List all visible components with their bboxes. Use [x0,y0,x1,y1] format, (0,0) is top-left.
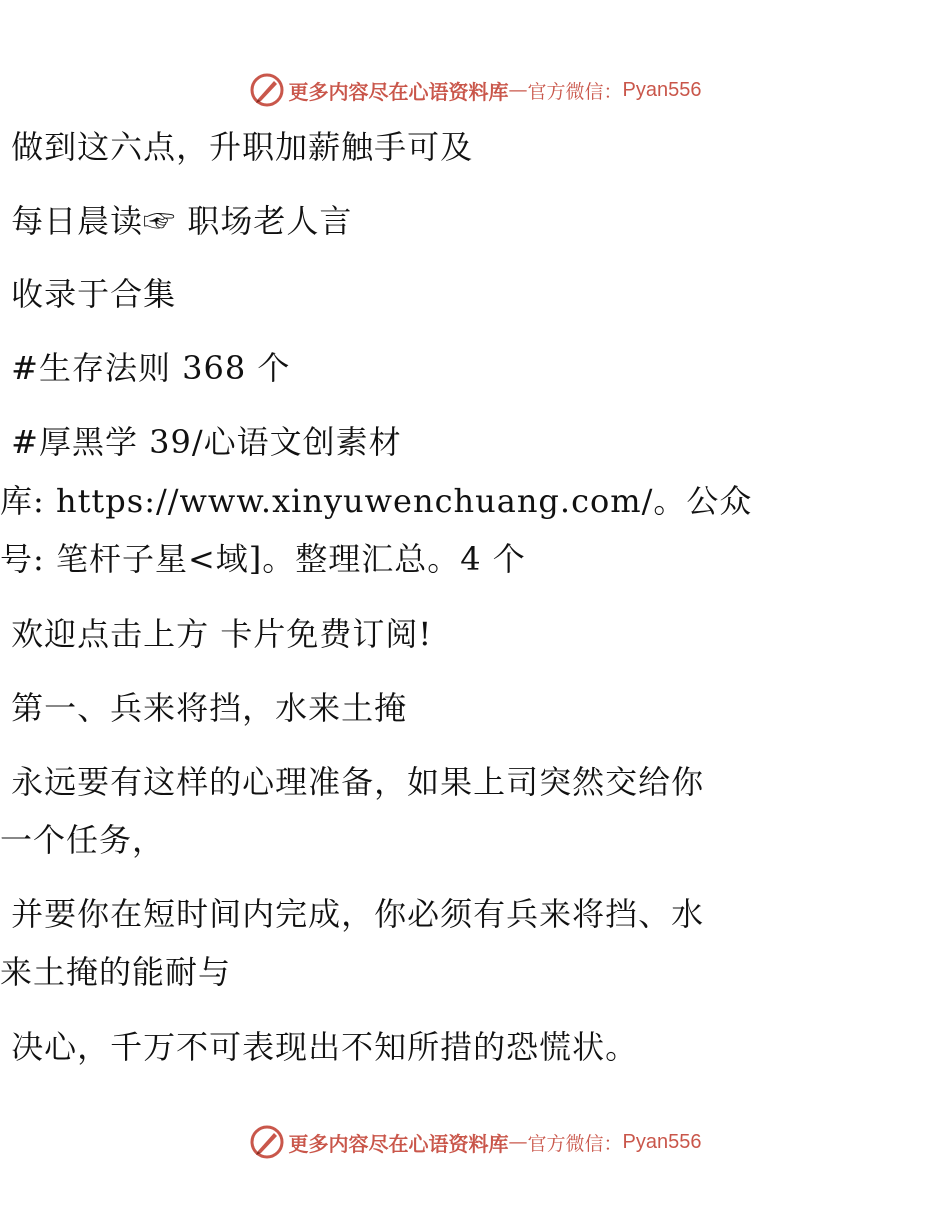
text-line: 决心，千万不可表现出不知所措的恐慌状。 [0,1028,639,1066]
text-line: #厚黑学 39/心语文创素材 [0,423,402,461]
text-line: 一个任务， [0,821,166,859]
text-line: 号: 笔杆子星<域]。整理汇总。4 个 [0,540,526,578]
text-line: 每日晨读☞ 职场老人言 [0,202,353,240]
text-line: #生存法则 368 个 [0,349,291,387]
pen-logo-icon [249,1124,285,1160]
text-line: 收录于合集 [0,275,177,313]
watermark-wechat-label: 官方微信： [527,1132,623,1155]
watermark-wechat-id: Pyan556 [622,1130,702,1153]
text-line: 来土掩的能耐与 [0,953,232,991]
watermark-banner-top [0,68,950,112]
article-title: 做到这六点，升职加薪触手可及 [0,128,474,166]
text-line: 欢迎点击上方 卡片免费订阅! [0,615,433,653]
section-heading: 第一、兵来将挡，水来土掩 [0,689,408,727]
watermark-dash: — [508,79,528,101]
watermark-wechat-id: Pyan556 [622,78,702,101]
watermark-banner-bottom [0,1120,950,1164]
pen-logo-icon [249,72,285,108]
watermark-wechat-label: 官方微信： [527,80,623,103]
text-line: 库: https://www.xinyuwenchuang.com/。公众 [0,482,753,520]
text-line: 永远要有这样的心理准备，如果上司突然交给你 [0,763,705,801]
watermark-text: 更多内容尽在心语资料库 [288,1131,509,1156]
text-line: 并要你在短时间内完成，你必须有兵来将挡、水 [0,895,705,933]
watermark-text: 更多内容尽在心语资料库 [288,79,509,104]
watermark-dash: — [508,1131,528,1153]
